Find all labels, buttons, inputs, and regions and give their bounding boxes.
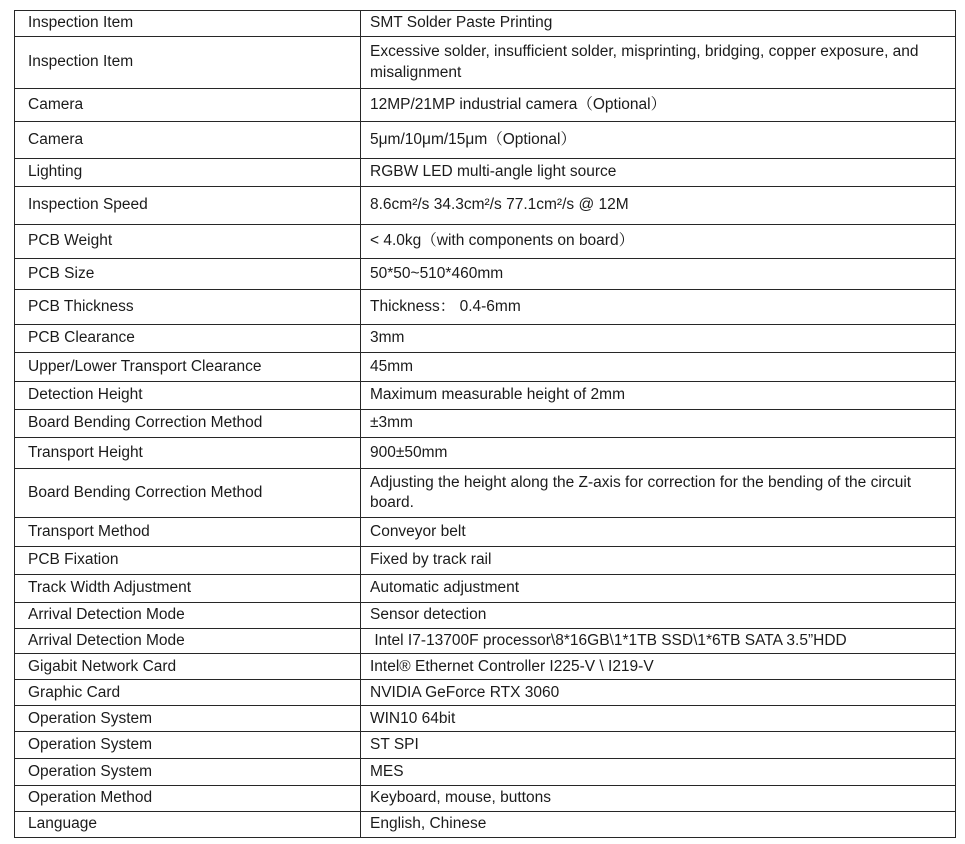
spec-row — [15, 438, 956, 469]
spec-parameter-cell: Board Bending Correction Method — [15, 469, 361, 518]
spec-row — [15, 469, 956, 518]
spec-value-cell: NVIDIA GeForce RTX 3060 — [361, 680, 956, 706]
spec-parameter-cell: Arrival Detection Mode — [15, 629, 361, 654]
spec-row — [15, 786, 956, 811]
spec-parameter-cell: Transport Height — [15, 438, 361, 469]
spec-value-cell: Adjusting the height along the Z-axis for correction for the bending of the circuit board. — [361, 469, 956, 518]
spec-value-cell: Keyboard, mouse, buttons — [361, 786, 956, 811]
spec-row — [15, 811, 956, 837]
spec-parameter-cell: Camera — [15, 122, 361, 159]
spec-row — [15, 680, 956, 706]
spec-value-cell: Thickness： 0.4-6mm — [361, 290, 956, 325]
spec-parameter-cell: Language — [15, 811, 361, 837]
spec-row — [15, 89, 956, 122]
spec-value-cell: Automatic adjustment — [361, 575, 956, 603]
specification-table-body — [15, 11, 956, 838]
spec-row — [15, 37, 956, 89]
spec-row — [15, 159, 956, 187]
spec-parameter-cell: Lighting — [15, 159, 361, 187]
spec-row — [15, 353, 956, 382]
spec-value-cell: ±3mm — [361, 410, 956, 438]
spec-row — [15, 187, 956, 225]
spec-row — [15, 325, 956, 353]
spec-parameter-cell: PCB Weight — [15, 225, 361, 259]
spec-row — [15, 290, 956, 325]
spec-parameter-cell: Graphic Card — [15, 680, 361, 706]
spec-parameter-cell: Arrival Detection Mode — [15, 603, 361, 629]
spec-value-cell: 45mm — [361, 353, 956, 382]
spec-value-cell: Maximum measurable height of 2mm — [361, 382, 956, 410]
spec-value-cell: SMT Solder Paste Printing — [361, 11, 956, 37]
spec-value-cell: MES — [361, 759, 956, 786]
spec-value-cell: ST SPI — [361, 732, 956, 759]
spec-row — [15, 382, 956, 410]
spec-row — [15, 518, 956, 547]
spec-parameter-cell: Operation System — [15, 706, 361, 732]
spec-parameter-cell: PCB Fixation — [15, 547, 361, 575]
spec-value-cell: WIN10 64bit — [361, 706, 956, 732]
spec-value-cell: Intel I7-13700F processor\8*16GB\1*1TB SSD\1*6TB SATA 3.5”HDD — [361, 629, 956, 654]
spec-row — [15, 259, 956, 290]
spec-value-cell: RGBW LED multi-angle light source — [361, 159, 956, 187]
spec-parameter-cell: Track Width Adjustment — [15, 575, 361, 603]
spec-value-cell: 900±50mm — [361, 438, 956, 469]
spec-row — [15, 122, 956, 159]
spec-value-cell: Excessive solder, insufficient solder, misprinting, bridging, copper exposure, and misalignment — [361, 37, 956, 89]
spec-value-cell: 8.6cm²/s 34.3cm²/s 77.1cm²/s @ 12M — [361, 187, 956, 225]
spec-row — [15, 225, 956, 259]
spec-parameter-cell: Gigabit Network Card — [15, 654, 361, 680]
spec-value-cell: 50*50~510*460mm — [361, 259, 956, 290]
spec-value-cell: 12MP/21MP industrial camera（Optional） — [361, 89, 956, 122]
spec-parameter-cell: Operation Method — [15, 786, 361, 811]
spec-parameter-cell: Upper/Lower Transport Clearance — [15, 353, 361, 382]
spec-parameter-cell: PCB Clearance — [15, 325, 361, 353]
specification-table — [14, 10, 956, 838]
spec-value-cell: Fixed by track rail — [361, 547, 956, 575]
spec-parameter-cell: Inspection Item — [15, 37, 361, 89]
spec-row — [15, 706, 956, 732]
spec-parameter-cell: Inspection Speed — [15, 187, 361, 225]
spec-parameter-cell: Detection Height — [15, 382, 361, 410]
spec-parameter-cell: PCB Size — [15, 259, 361, 290]
spec-row — [15, 11, 956, 37]
spec-value-cell: Sensor detection — [361, 603, 956, 629]
spec-value-cell: Intel® Ethernet Controller I225-V \ I219-V — [361, 654, 956, 680]
spec-row — [15, 603, 956, 629]
spec-parameter-cell: Operation System — [15, 759, 361, 786]
spec-parameter-cell: Board Bending Correction Method — [15, 410, 361, 438]
spec-value-cell: Conveyor belt — [361, 518, 956, 547]
spec-row — [15, 629, 956, 654]
spec-row — [15, 759, 956, 786]
spec-parameter-cell: Transport Method — [15, 518, 361, 547]
spec-value-cell: < 4.0kg（with components on board） — [361, 225, 956, 259]
spec-value-cell: 5μm/10μm/15μm（Optional） — [361, 122, 956, 159]
spec-row — [15, 547, 956, 575]
spec-row — [15, 732, 956, 759]
spec-parameter-cell: Operation System — [15, 732, 361, 759]
spec-parameter-cell: Inspection Item — [15, 11, 361, 37]
spec-value-cell: English, Chinese — [361, 811, 956, 837]
spec-row — [15, 410, 956, 438]
spec-parameter-cell: Camera — [15, 89, 361, 122]
spec-row — [15, 654, 956, 680]
spec-value-cell: 3mm — [361, 325, 956, 353]
spec-row — [15, 575, 956, 603]
spec-parameter-cell: PCB Thickness — [15, 290, 361, 325]
